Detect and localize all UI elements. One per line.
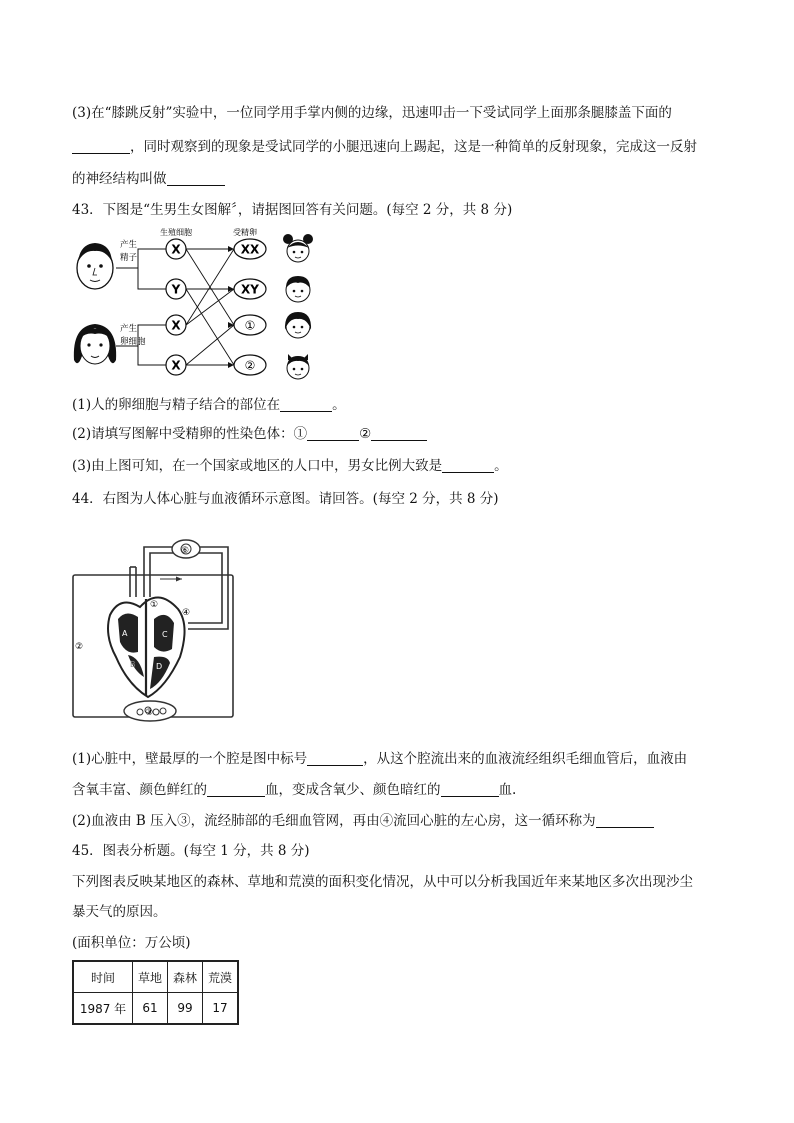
q44-question-1-line1: [72, 749, 734, 769]
table-header-cell: 时间: [73, 961, 133, 993]
heart-icon: [108, 597, 185, 697]
germ-cell-2: [166, 279, 186, 299]
label-3: ③: [145, 708, 154, 718]
label-1: ①: [150, 600, 159, 610]
q45-intro-line1: 下列图表反映某地区的森林、草地和荒漠的面积变化情况，从中可以分析我国近年来某地区多次出现沙尘: [72, 874, 693, 890]
child-girl-face-icon: [283, 234, 313, 262]
period: 。: [494, 458, 508, 474]
sex-determination-diagram: [70, 226, 320, 388]
column-header-germ-cells: 生殖细胞: [160, 228, 192, 237]
answer-blank[interactable]: [280, 397, 332, 412]
q43-question-1: [72, 395, 734, 415]
female-label-1: 产生: [120, 324, 138, 334]
svg-text:X: X: [171, 242, 181, 257]
q42-part3-line1: (3)在“膝跳反射”实验中，一位同学用手掌内侧的边缘，迅速叩击一下受试同学上面那条腿膝盖下面的: [72, 105, 672, 121]
svg-text:①: ①: [244, 318, 256, 333]
table-header-cell: 荒漠: [203, 961, 239, 993]
svg-text:Y: Y: [171, 282, 181, 297]
q44-question-1-text-e: 血.: [498, 782, 517, 798]
germ-cell-1: [166, 239, 186, 259]
table-cell: 61: [133, 993, 168, 1025]
q44-question-1-text-b: ，从这个腔流出来的血液流经组织毛细血管后，血液由: [363, 751, 688, 767]
q43-title: 43．下图是“生男生女图解〞，请据图回答有关问题。(每空 2 分，共 8 分): [72, 202, 513, 218]
q45-title: 45．图表分析题。(每空 1 分，共 8 分): [72, 843, 310, 859]
svg-text:XX: XX: [240, 242, 260, 257]
table-header-cell: 草地: [133, 961, 168, 993]
q44-question-1-text-d: 血，变成含氧少、颜色暗红的: [265, 782, 441, 798]
male-label-2: 精子: [120, 253, 138, 263]
q44-question-2: [72, 811, 734, 831]
zygote-1: [234, 239, 266, 259]
q43-question-2-text: (2)请填写图解中受精卵的性染色体：: [72, 426, 294, 442]
heart-circulation-diagram: [70, 537, 245, 722]
q44-question-1-text-c: 含氧丰富、颜色鲜红的: [72, 782, 207, 798]
table-header-row: [73, 961, 238, 993]
table-header-cell: 森林: [168, 961, 203, 993]
q42-part3-line3-text: 的神经结构叫做: [72, 171, 167, 187]
female-label-2: 卵细胞: [120, 337, 146, 347]
q44-title: 44．右图为人体心脏与血液循环示意图。请回答。(每空 2 分，共 8 分): [72, 491, 499, 507]
answer-blank[interactable]: [167, 171, 225, 186]
label-6: ⑥: [181, 546, 190, 556]
answer-blank[interactable]: [307, 426, 359, 441]
child-boy-face-icon: [286, 276, 310, 302]
male-label-1: 产生: [120, 240, 138, 250]
zygote-4: [234, 355, 266, 375]
q45-unit: (面积单位：万公顷): [72, 935, 191, 951]
zygote-mark-1: ①: [293, 426, 308, 442]
table-cell: 17: [203, 993, 239, 1025]
answer-blank[interactable]: [307, 751, 363, 766]
label-c: C: [162, 630, 168, 639]
q43-question-1-text: (1)人的卵细胞与精子结合的部位在: [72, 397, 281, 413]
svg-text:②: ②: [244, 358, 256, 373]
zygote-2: [234, 279, 266, 299]
q44-question-1-line2: [72, 780, 734, 800]
germ-cell-4: [166, 355, 186, 375]
svg-text:X: X: [171, 358, 181, 373]
q43-question-3: [72, 456, 734, 476]
female-face-icon: [74, 324, 116, 364]
q42-part3-line2-text: ，同时观察到的现象是受试同学的小腿迅速向上踢起，这是一种简单的反射现象，完成这一反射: [130, 139, 697, 155]
svg-text:XY: XY: [241, 282, 259, 297]
label-4: ④: [182, 608, 191, 618]
male-face-icon: [77, 243, 113, 289]
q43-question-3-text: (3)由上图可知，在一个国家或地区的人口中，男女比例大致是: [72, 458, 443, 474]
svg-text:X: X: [171, 318, 181, 333]
q42-part3-line2: [72, 137, 734, 157]
answer-blank[interactable]: [441, 782, 499, 797]
answer-blank[interactable]: [371, 426, 427, 441]
q45-intro-line2: 暴天气的原因。: [72, 904, 167, 920]
zygote-mark-2: ②: [359, 426, 372, 442]
label-a: A: [122, 629, 128, 638]
q44-question-1-text-a: (1)心脏中，壁最厚的一个腔是图中标号: [72, 751, 308, 767]
q42-part3-line3: [72, 169, 734, 189]
label-d: D: [156, 662, 163, 671]
zygote-3: [234, 315, 266, 335]
table-cell: 1987 年: [73, 993, 133, 1025]
answer-blank[interactable]: [207, 782, 265, 797]
table-row: [73, 993, 238, 1025]
area-table: [72, 960, 239, 1025]
q43-question-2: [72, 424, 734, 444]
child-boy-face-icon: [287, 354, 309, 379]
answer-blank[interactable]: [596, 813, 654, 828]
period: 。: [332, 397, 346, 413]
label-2: ②: [75, 642, 84, 652]
column-header-zygote: 受精卵: [233, 228, 257, 237]
germ-cell-3: [166, 315, 186, 335]
answer-blank[interactable]: [72, 139, 130, 154]
q44-question-2-text: (2)血液由 B 压入③，流经肺部的毛细血管网，再由④流回心脏的左心房，这一循环称为: [72, 813, 596, 829]
label-b: B: [130, 660, 136, 669]
child-girl-face-icon: [285, 312, 311, 338]
answer-blank[interactable]: [442, 458, 494, 473]
table-cell: 99: [168, 993, 203, 1025]
